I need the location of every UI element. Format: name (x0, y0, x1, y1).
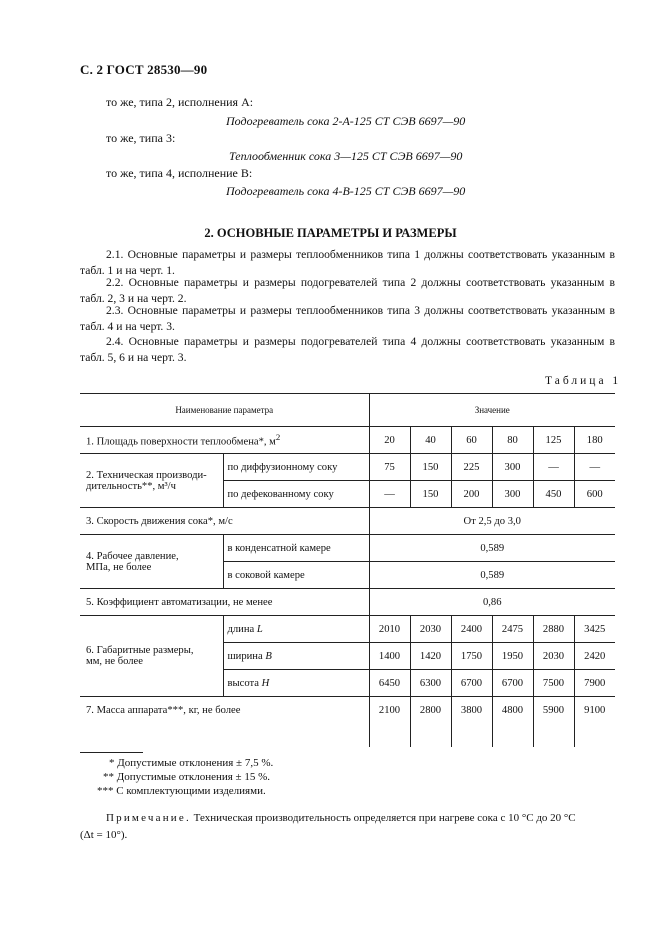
designation-label-4: то же, типа 4, исполнение В: (106, 166, 253, 180)
pressure-sub-1: в конденсатной камере (223, 535, 369, 562)
row-pressure-label (80, 535, 223, 589)
area-label-text: 1. Площадь поверхности теплообмена*, м (86, 436, 276, 448)
productivity-sub-2: по дефекованному соку (223, 481, 369, 508)
length-4: 2475 (492, 616, 533, 643)
note-line-1 (106, 812, 576, 824)
prod-def-5: 450 (533, 481, 574, 508)
table-row (80, 697, 615, 747)
header-value: Значение (369, 394, 615, 427)
length-1: 2010 (369, 616, 410, 643)
length-3: 2400 (451, 616, 492, 643)
width-2: 1420 (410, 643, 451, 670)
height-1: 6450 (369, 670, 410, 697)
table-row (80, 427, 615, 454)
parameters-table (80, 393, 615, 747)
width-6: 2420 (574, 643, 615, 670)
pressure-value-2: 0,589 (369, 562, 615, 589)
row-speed-label: 3. Скорость движения сока*, м/с (80, 508, 369, 535)
row-mass-label: 7. Масса аппарата***, кг, не более (80, 697, 369, 747)
mass-4: 4800 (492, 697, 533, 747)
height-5: 7500 (533, 670, 574, 697)
note-label: Примечание. (106, 812, 191, 824)
footnote-2: ** Допустимые отклонения ± 15 %. (103, 771, 270, 783)
prod-diff-4: 300 (492, 454, 533, 481)
dimensions-width-label (223, 643, 369, 670)
footnote-divider (80, 752, 143, 753)
area-value-2: 40 (410, 427, 451, 454)
area-value-5: 125 (533, 427, 574, 454)
dimensions-label-line-2: мм, не более (86, 656, 143, 667)
area-value-4: 80 (492, 427, 533, 454)
footnote-1: * Допустимые отклонения ± 7,5 %. (109, 757, 274, 769)
table-row (80, 535, 615, 562)
paragraph-2-2: 2.2. Основные параметры и размеры подогревателей типа 2 должны соответствовать указанным в табл. 2, 3 и на черт. 2. (80, 276, 615, 306)
row-automation-label: 5. Коэффициент автоматизации, не менее (80, 589, 369, 616)
prod-diff-2: 150 (410, 454, 451, 481)
paragraph-2-4: 2.4. Основные параметры и размеры подогревателей типа 4 должны соответствовать указанным в табл. 5, 6 и на черт. 3. (80, 335, 615, 365)
length-2: 2030 (410, 616, 451, 643)
note-text: Техническая производительность определяется при нагреве сока с 10 °С до 20 °С (193, 812, 576, 824)
table-row (80, 589, 615, 616)
row-area-label (80, 427, 369, 454)
width-label-text: ширина (227, 650, 263, 662)
prod-diff-3: 225 (451, 454, 492, 481)
prod-diff-1: 75 (369, 454, 410, 481)
height-4: 6700 (492, 670, 533, 697)
area-value-3: 60 (451, 427, 492, 454)
mass-6: 9100 (574, 697, 615, 747)
pressure-label-line-1: 4. Рабочее давление, (86, 550, 179, 562)
mass-2: 2800 (410, 697, 451, 747)
prod-diff-5: — (533, 454, 574, 481)
prod-def-1: — (369, 481, 410, 508)
designation-value-2: Подогреватель сока 2-А-125 СТ СЭВ 6697—90 (226, 114, 466, 128)
prod-def-2: 150 (410, 481, 451, 508)
automation-value: 0,86 (369, 589, 615, 616)
row-dimensions-label (80, 616, 223, 697)
designation-value-4: Подогреватель сока 4-В-125 СТ СЭВ 6697—90 (226, 184, 466, 198)
length-5: 2880 (533, 616, 574, 643)
speed-value: От 2,5 до 3,0 (369, 508, 615, 535)
width-4: 1950 (492, 643, 533, 670)
mass-5: 5900 (533, 697, 574, 747)
designation-value-3: Теплообменник сока 3—125 СТ СЭВ 6697—90 (229, 149, 463, 163)
dimensions-label-line-1: 6. Габаритные размеры, (86, 645, 194, 656)
table-caption: Таблица 1 (545, 375, 622, 387)
length-6: 3425 (574, 616, 615, 643)
prod-def-4: 300 (492, 481, 533, 508)
prod-def-6: 600 (574, 481, 615, 508)
section-title: 2. ОСНОВНЫЕ ПАРАМЕТРЫ И РАЗМЕРЫ (204, 226, 457, 240)
row-productivity-label (80, 454, 223, 508)
paragraph-2-1: 2.1. Основные параметры и размеры теплообменников типа 1 должны соответствовать указанным в табл. 1 и на черт. 1. (80, 248, 615, 278)
height-6: 7900 (574, 670, 615, 697)
height-symbol: H (261, 677, 270, 689)
area-label-sup: 2 (275, 432, 281, 443)
length-label-text: длина (227, 623, 255, 635)
productivity-sub-1: по диффузионному соку (223, 454, 369, 481)
width-5: 2030 (533, 643, 574, 670)
page-header: С. 2 ГОСТ 28530—90 (80, 62, 208, 77)
width-1: 1400 (369, 643, 410, 670)
paragraph-2-3: 2.3. Основные параметры и размеры теплообменников типа 3 должны соответствовать указанным в табл. 4 и на черт. 3. (80, 304, 615, 334)
area-value-6: 180 (574, 427, 615, 454)
designation-label-3: то же, типа 3: (106, 131, 176, 145)
pressure-sub-2: в соковой камере (223, 562, 369, 589)
mass-3: 3800 (451, 697, 492, 747)
footnote-3: *** С комплектующими изделиями. (97, 785, 266, 797)
height-2: 6300 (410, 670, 451, 697)
prod-def-3: 200 (451, 481, 492, 508)
header-param: Наименование параметра (80, 394, 369, 427)
width-symbol: B (265, 650, 272, 662)
table-row (80, 508, 615, 535)
dimensions-length-label (223, 616, 369, 643)
pressure-label-line-2: МПа, не более (86, 561, 152, 573)
height-label-text: высота (227, 677, 259, 689)
table-row (80, 454, 615, 481)
area-value-1: 20 (369, 427, 410, 454)
table-row (80, 616, 615, 643)
productivity-label-line-2: дительность**, м³/ч (86, 480, 176, 492)
prod-diff-6: — (574, 454, 615, 481)
length-symbol: L (256, 623, 263, 635)
pressure-value-1: 0,589 (369, 535, 615, 562)
width-3: 1750 (451, 643, 492, 670)
designation-label-2: то же, типа 2, исполнения А: (106, 95, 254, 109)
productivity-label-line-1: 2. Техническая производи- (86, 469, 207, 481)
mass-1: 2100 (369, 697, 410, 747)
height-3: 6700 (451, 670, 492, 697)
note-line-2: (Δt = 10°). (80, 829, 128, 841)
dimensions-height-label (223, 670, 369, 697)
